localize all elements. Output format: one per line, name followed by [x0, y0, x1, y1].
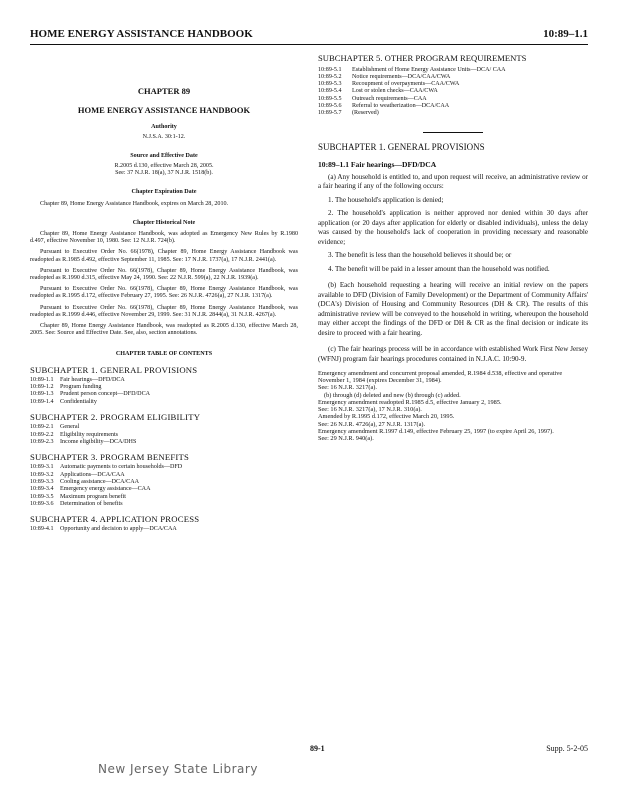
toc-item: 10:89-1.3 Prudent person concept—DFD/DCA [30, 391, 151, 398]
supplement-date: Supp. 5-2-05 [546, 744, 588, 753]
list-item: 2. The household's application is neither approved nor denied within 30 days after application (or 20 days after application for elderly or disabled individuals), unless the delay was caused by the household's lack of cooperation in providing necessary and reasonable evidence; [318, 209, 588, 246]
section-divider [423, 132, 483, 133]
page-header [30, 28, 588, 45]
chapter-title: HOME ENERGY ASSISTANCE HANDBOOK [77, 105, 251, 116]
toc-item: 10:89-1.1 Fair hearings—DFD/DCA [30, 376, 125, 383]
history-line: (b) through (d) deleted and new (b) through (c) added. [324, 391, 461, 399]
toc-heading: CHAPTER TABLE OF CONTENTS [115, 351, 213, 358]
header-title: HOME ENERGY ASSISTANCE HANDBOOK [30, 28, 253, 40]
history-line: See: 26 N.J.R. 4726(a), 27 N.J.R. 1317(a). [318, 420, 426, 428]
rule-history [318, 370, 588, 442]
history-line: See: 29 N.J.R. 940(a). [318, 434, 374, 442]
toc-item: 10:89-5.7 (Reserved) [318, 110, 379, 117]
history-note-4: Pursuant to Executive Order No. 66(1978), Chapter 89, Home Energy Assistance Handbook, was readopted as R.1995 d.172, effective February 27, 1995. See: 26 N.J.R. 4726(a), 27 N.J.R. 1317(a). [30, 286, 298, 300]
subchapter-1-heading: SUBCHAPTER 1. GENERAL PROVISIONS [318, 141, 485, 152]
toc-item: 10:89-3.6 Determination of benefits [30, 500, 123, 507]
toc-item: 10:89-5.1 Establishment of Home Energy Assistance Units—DCA/ CAA [318, 66, 506, 73]
toc-item: 10:89-2.2 Eligibility requirements [30, 431, 119, 438]
history-note-1: Chapter 89, Home Energy Assistance Handbook, was adopted as Emergency New Rules by R.1980 d.497, effective November 10, 1980. See: 12 N.J.R. 724(b). [30, 231, 298, 245]
toc-item: 10:89-5.4 Lost or stolen checks—CAA/CWA [318, 88, 438, 95]
toc-item: 10:89-3.3 Cooling assistance—DCA/CAA [30, 478, 140, 485]
authority-heading: Authority [151, 124, 177, 131]
history-note-2: Pursuant to Executive Order No. 66(1978), Chapter 89, Home Energy Assistance Handbook was readopted as R.1985 d.492, effective September 11, 1985. See: 17 N.J.R. 1737(a), 17 N.J.R. 2441(a). [30, 249, 298, 263]
toc-subchapter-5: SUBCHAPTER 5. OTHER PROGRAM REQUIREMENTS [318, 53, 527, 63]
history-note-5: Pursuant to Executive Order No. 66(1978), Chapter 89, Home Energy Assistance Handbook, was readopted as R.1999 d.446, effective November 29, 1999. See: 31 N.J.R. 2844(a), 31 N.J.R. 4267(a). [30, 304, 298, 318]
right-column [318, 53, 588, 442]
paragraph-c: (c) The fair hearings process will be in accordance with established Work First New Jersey (WFNJ) program fair hearings procedures contained in N.J.A.C. 10:90-9. [318, 345, 588, 363]
history-line: See: 16 N.J.R. 3217(a), 17 N.J.R. 310(a). [318, 406, 422, 414]
toc-item: 10:89-3.4 Emergency energy assistance—CAA [30, 486, 151, 493]
toc-subchapter-2: SUBCHAPTER 2. PROGRAM ELIGIBILITY [30, 412, 201, 423]
toc-item: 10:89-5.6 Referral to weatherization—DCA/CAA [318, 102, 450, 109]
list-item: 3. The benefit is less than the household believes it should be; or [328, 251, 512, 260]
toc-item: 10:89-2.3 Income eligibility—DCA/DHS [30, 438, 137, 445]
rule-heading: 10:89–1.1 Fair hearings—DFD/DCA [318, 160, 437, 170]
toc-item: 10:89-2.1 General [30, 424, 80, 431]
toc-subchapter-4: SUBCHAPTER 4. APPLICATION PROCESS [30, 514, 200, 525]
toc-item: 10:89-3.1 Automatic payments to certain households—DFD [30, 464, 183, 471]
toc-item: 10:89-3.5 Maximum program benefit [30, 493, 126, 500]
source-heading: Source and Effective Date [130, 152, 198, 159]
history-line: Amended by R.1995 d.172, effective March 20, 1995. [318, 413, 455, 421]
expiration-text: Chapter 89, Home Energy Assistance Handbook, expires on March 28, 2010. [40, 200, 229, 207]
page-number: 89-1 [310, 744, 325, 753]
chapter-number: CHAPTER 89 [137, 86, 191, 96]
toc-subchapter-1: SUBCHAPTER 1. GENERAL PROVISIONS [30, 364, 198, 375]
left-column [30, 58, 298, 534]
list-item: 4. The benefit will be paid in a lesser amount than the household was notified. [328, 264, 550, 273]
library-watermark: New Jersey State Library [98, 762, 258, 776]
paragraph-b: (b) Each household requesting a hearing will receive an initial review on the papers available to DFD (Division of Family Development) or the Department of Community Affairs' (DCA's) Division of Housing and Community Resources (DH & CR). The results of this administrative review will be conveyed to the household in writing, whereupon the household may either accept the findings of the DFD or DH & CR as the final decision or indicate its desire to proceed with a fair hearing. [318, 281, 588, 337]
paragraph-a: (a) Any household is entitled to, and upon request will receive, an administrative review or a fair hearing if any of the following occurs: [318, 172, 588, 191]
history-heading: Chapter Historical Note [132, 219, 196, 226]
toc-item: 10:89-3.2 Applications—DCA/CAA [30, 471, 125, 478]
history-line: Emergency amendment and concurrent proposal amended, R.1984 d.538, effective and operative November 1, 1984 (expires December 31, 1984). [318, 370, 563, 385]
header-section: 10:89–1.1 [543, 28, 588, 40]
history-line: Emergency amendment R.1997 d.149, effective February 25, 1997 (to expire April 26, 1997). [318, 427, 554, 435]
toc-item: 10:89-5.5 Outreach requirements—CAA [318, 95, 427, 102]
source-line-1: R.2005 d.130, effective March 28, 2005. [114, 163, 214, 170]
toc-item: 10:89-5.3 Recoupment of overpayments—CAA/CWA [318, 81, 460, 88]
history-note-3: Pursuant to Executive Order No. 66(1978), Chapter 89, Home Energy Assistance Handbook, was readopted as R.1990 d.315, effective May 24, 1990. See: 22 N.J.R. 599(a), 22 N.J.R. 1939(a). [30, 267, 298, 282]
toc-item: 10:89-5.2 Notice requirements—DCA/CAA/CWA [318, 73, 451, 80]
source-line-2: See: 37 N.J.R. 18(a), 37 N.J.R. 1518(b). [115, 170, 213, 177]
authority-text: N.J.S.A. 30:1-12. [142, 133, 186, 140]
toc-item: 10:89-1.2 Program funding [30, 384, 102, 391]
history-note-6: Chapter 89, Home Energy Assistance Handbook, was readopted as R.2005 d.130, effective March 28, 2005. See: Source and Effective Date. See, also, section annotations. [30, 323, 298, 337]
history-line: Emergency amendment readopted R.1985 d.5, effective January 2, 1985. [318, 398, 502, 406]
toc-item: 10:89-1.4 Confidentiality [30, 398, 97, 405]
toc-item: 10:89-4.1 Opportunity and decision to apply—DCA/CAA [30, 526, 177, 533]
history-line: See: 16 N.J.R. 3217(a). [318, 384, 377, 392]
list-item: 1. The household's application is denied; [328, 195, 444, 204]
toc-subchapter-3: SUBCHAPTER 3. PROGRAM BENEFITS [30, 452, 190, 463]
expiration-heading: Chapter Expiration Date [131, 189, 197, 196]
